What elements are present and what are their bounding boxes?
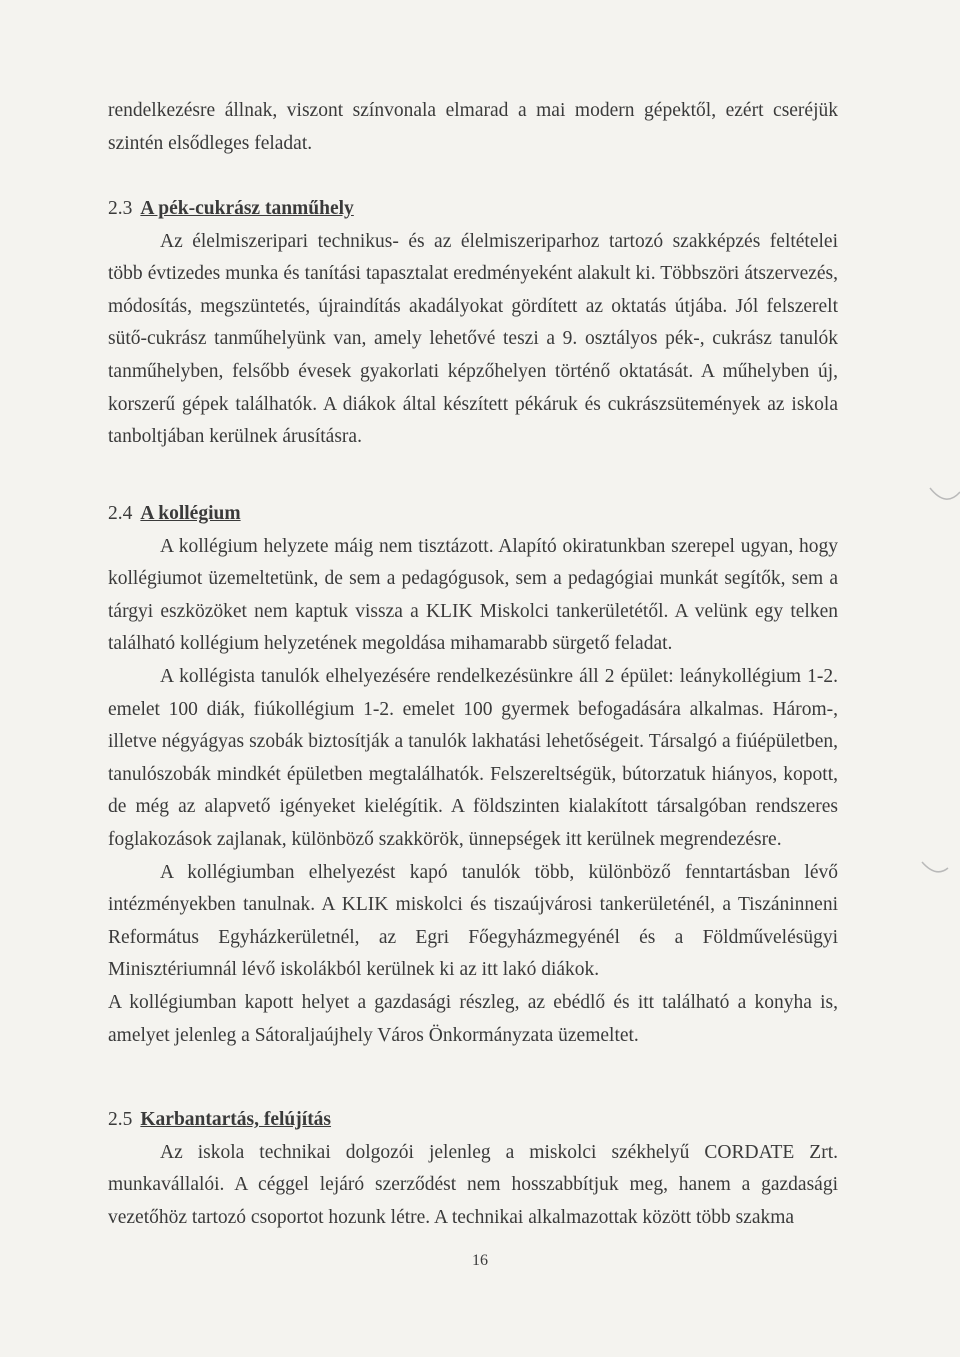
section-number: 2.4 xyxy=(108,503,133,524)
intro-paragraph: rendelkezésre állnak, viszont színvonala elmarad a mai modern gépektől, ezért cseréjük szintén elsődleges feladat. xyxy=(108,100,838,154)
section-number: 2.5 xyxy=(108,1109,133,1130)
section-heading xyxy=(108,1104,838,1137)
section-heading xyxy=(108,193,838,226)
section-number: 2.3 xyxy=(108,198,133,219)
section-2-4 xyxy=(108,498,838,1052)
section-heading xyxy=(108,498,838,531)
section-paragraph: Az élelmiszeripari technikus- és az élelmiszeriparhoz tartozó szakképzés feltételei több évtizedes munka és tanítási tapasztalat eredményeként alakult ki. Többszöri átszervezés, módosítás, megszüntetés, újraindítás akadályokat gördített az oktatás útjába. Jól felszerelt sütő-cukrász tanműhelyünk van, amely lehetővé teszi a 9. osztályos pék-, cukrász tanulók tanműhelyben, felsőbb évesek gyakorlati képzőhelyen történő oktatását. A műhelyben új, korszerű gépek találhatók. A diákok által készített pékáruk és cukrászsütemények az iskola tanboltjában kerülnek árusításra. xyxy=(108,230,838,448)
section-2-3 xyxy=(108,193,838,454)
section-paragraph: A kollégiumban elhelyezést kapó tanulók több, különböző fenntartásban lévő intézményekben tanulnak. A KLIK miskolci és tiszaújvárosi tankerületénél, a Tiszáninneni Református Egyházkerületnél, az Egri Főegyházmegyénél és a Földművelésügyi Minisztériumnál lévő iskolákból kerülnek ki az itt lakó diákok. xyxy=(108,861,838,981)
intro-block xyxy=(108,95,838,160)
section-title: A pék-cukrász tanműhely xyxy=(140,198,354,219)
page-number: 16 xyxy=(472,1252,488,1269)
section-2-5 xyxy=(108,1104,838,1234)
section-paragraph: Az iskola technikai dolgozói jelenleg a miskolci székhelyű CORDATE Zrt. munkavállalói. A céggel lejáró szerződést nem hosszabbítjuk meg, hanem a gazdasági vezetőhöz tartozó csoportot hozunk létre. A technikai alkalmazottak között több szakma xyxy=(108,1141,838,1228)
section-paragraph: A kollégium helyzete máig nem tisztázott. Alapító okiratunkban szerepel ugyan, hogy kollégiumot üzemeltetünk, de sem a pedagógusok, sem a pedagógiai munkát segítők, sem a tárgyi eszközöket nem kaptuk vissza a KLIK Miskolci tankerületétől. A velünk egy telken található kollégium helyzetének megoldása mihamarabb sürgető feladat. xyxy=(108,535,838,655)
section-title: Karbantartás, felújítás xyxy=(140,1109,332,1130)
section-paragraph: A kollégista tanulók elhelyezésére rendelkezésünkre áll 2 épület: leánykollégium 1-2. emelet 100 diák, fiúkollégium 1-2. emelet 100 gyermek befogadására alkalmas. Három-, illetve négyágyas szobák biztosítják a tanulók lakhatási lehetőségeit. Társalgó a fiúépületben, tanulószobák mindkét épületben megtalálhatók. Felszereltségük, bútorzatuk hiányos, kopott, de még az alapvető igényeket kielégítik. A földszinten kialakított társalgóban rendszeres foglakozások zajlanak, különböző szakkörök, ünnepségek itt kerülnek megrendezésre. xyxy=(108,665,838,850)
section-paragraph: A kollégiumban kapott helyet a gazdasági részleg, az ebédlő és itt található a konyha is, amelyet jelenleg a Sátoraljaújhely Város Önkormányzata üzemeltet. xyxy=(108,991,838,1046)
section-title: A kollégium xyxy=(140,503,241,524)
